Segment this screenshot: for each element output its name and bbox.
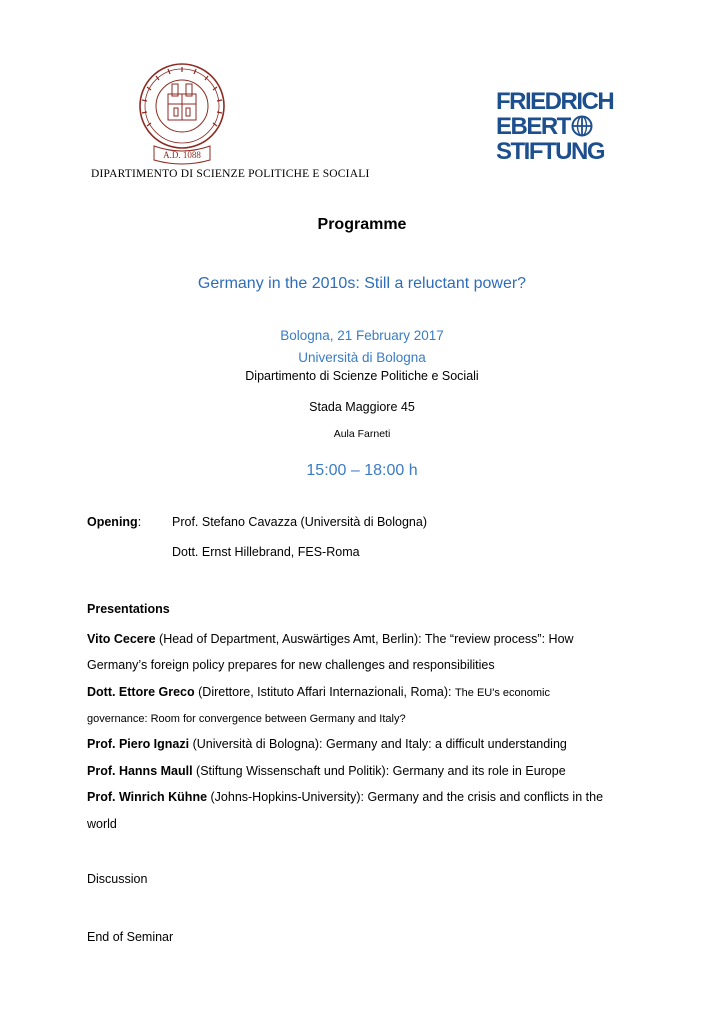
presentation-5-line-2: world (87, 817, 117, 831)
event-time: 15:00 – 18:00 h (306, 462, 418, 479)
presentation-2-line-2: governance: Room for convergence between Germany and Italy? (87, 713, 406, 725)
fes-logo-line-2 (496, 115, 628, 140)
opening-label-colon: : (137, 515, 142, 529)
presentation-5-speaker: Prof. Winrich Kühne (87, 790, 208, 804)
event-date: Bologna, 21 February 2017 (280, 328, 444, 343)
presentation-2-line-1 (87, 685, 550, 699)
opening-speaker-1: Prof. Stefano Cavazza (Università di Bologna) (172, 515, 427, 529)
fes-logo-line-2-text: EBERT (496, 113, 570, 140)
discussion-item: Discussion (87, 872, 148, 886)
page-title: Programme (317, 216, 407, 233)
university-seal-logo (138, 60, 226, 168)
svg-text:A.D. 1088: A.D. 1088 (163, 150, 201, 160)
event-street: Stada Maggiore 45 (309, 400, 415, 414)
presentation-5-line-1 (87, 790, 603, 804)
fes-logo (496, 90, 628, 165)
event-subtitle: Germany in the 2010s: Still a reluctant power? (197, 275, 527, 292)
opening-label (87, 515, 141, 529)
presentation-2-text-small: The EU's economic (454, 687, 550, 699)
opening-speaker-2: Dott. Ernst Hillebrand, FES-Roma (172, 545, 360, 559)
department-logo-text: DIPARTIMENTO DI SCIENZE POLITICHE E SOCIALI (91, 168, 370, 180)
fes-logo-line-1: FRIEDRICH (496, 88, 614, 115)
event-department: Dipartimento di Scienze Politiche e Sociali (245, 369, 479, 383)
presentation-5-text: (Johns-Hopkins-University): Germany and the crisis and conflicts in the (207, 790, 604, 804)
presentation-2-text: (Direttore, Istituto Affari Internazionali, Roma): (194, 685, 455, 699)
presentation-1-line-1 (87, 632, 574, 646)
event-room: Aula Farneti (333, 428, 391, 440)
presentation-3-speaker: Prof. Piero Ignazi (87, 737, 190, 751)
opening-label-text: Opening (87, 515, 138, 529)
presentation-2-speaker: Dott. Ettore Greco (87, 685, 195, 699)
globe-icon (571, 115, 593, 137)
presentation-1-speaker: Vito Cecere (87, 632, 156, 646)
presentation-4-text: (Stiftung Wissenschaft und Politik): Germany and its role in Europe (192, 764, 566, 778)
event-university: Università di Bologna (298, 350, 426, 365)
presentation-3-line-1 (87, 737, 567, 751)
presentation-1-line-2: Germany’s foreign policy prepares for new challenges and responsibilities (87, 658, 495, 672)
presentation-1-text: (Head of Department, Auswärtiges Amt, Berlin): The “review process”: How (155, 632, 574, 646)
presentation-4-line-1 (87, 764, 566, 778)
presentation-4-speaker: Prof. Hanns Maull (87, 764, 193, 778)
fes-logo-line-3: STIFTUNG (496, 138, 604, 165)
presentations-heading: Presentations (87, 602, 170, 616)
presentation-3-text: (Università di Bologna): Germany and Italy: a difficult understanding (189, 737, 567, 751)
end-of-seminar-item: End of Seminar (87, 930, 174, 944)
